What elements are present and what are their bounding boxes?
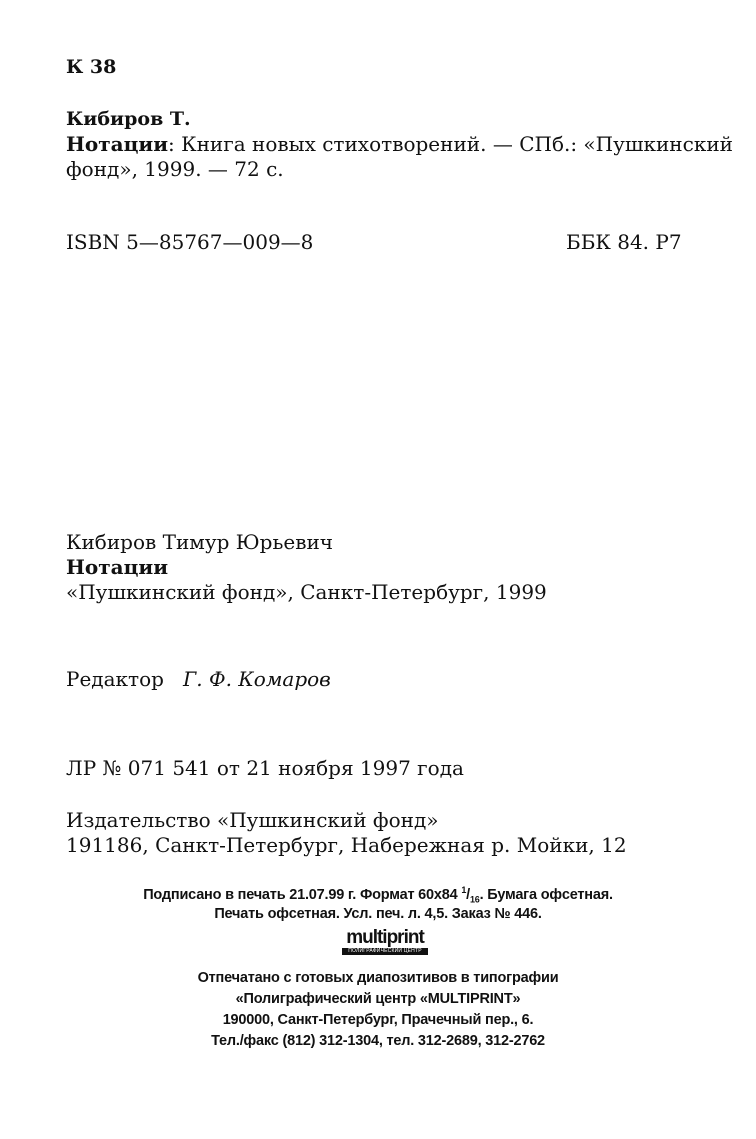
format-fraction-den: 16 bbox=[470, 894, 480, 905]
editor-line bbox=[66, 667, 331, 691]
bbk: ББК 84. Р7 bbox=[566, 230, 682, 254]
print-info-paper: . Бумага офсетная. bbox=[479, 886, 613, 903]
author-full: Кибиров Тимур Юрьевич bbox=[66, 530, 334, 554]
print-info-line-1: Подписано в печать 21.07.99 г. Формат 60х84 $^1/_{16}$. Бумага офсетная. bbox=[143, 885, 613, 905]
publisher-name: Издательство «Пушкинский фонд» bbox=[66, 808, 439, 832]
logo-tagline: ПОЛИГРАФИЧЕСКИЙ ЦЕНТР bbox=[342, 948, 428, 955]
printer-line-1: Отпечатано с готовых диапозитивов в типографии bbox=[197, 970, 559, 986]
title-repeat: Нотации bbox=[66, 555, 169, 579]
print-info-line-2: Печать офсетная. Усл. печ. л. 4,5. Заказ № 446. bbox=[214, 906, 542, 922]
printer-line-4: Тел./факс (812) 312-1304, тел. 312-2689, 312-2762 bbox=[211, 1033, 545, 1049]
author-short: Кибиров Т. bbox=[66, 108, 191, 130]
logo-word: multiprint bbox=[346, 927, 424, 948]
license-number: ЛР № 071 541 от 21 ноября 1997 года bbox=[66, 756, 464, 780]
description-line-2: фонд», 1999. — 72 с. bbox=[66, 157, 284, 181]
multiprint-logo bbox=[338, 928, 432, 958]
title-bold: Нотации bbox=[66, 132, 169, 156]
editor-label: Редактор bbox=[66, 667, 164, 691]
editor-name: Г. Ф. Комаров bbox=[183, 667, 331, 691]
format-fraction-num: 1 bbox=[461, 885, 467, 895]
classification-code: К 38 bbox=[66, 56, 117, 78]
printer-line-3: 190000, Санкт-Петербург, Прачечный пер., 6. bbox=[222, 1012, 534, 1028]
publisher-address: 191186, Санкт-Петербург, Набережная р. Мойки, 12 bbox=[66, 833, 627, 857]
printer-line-2: «Полиграфический центр «MULTIPRINT» bbox=[235, 991, 521, 1007]
description-line-1 bbox=[66, 132, 733, 156]
description-rest: : Книга новых стихотворений. — СПб.: «Пушкинский bbox=[168, 132, 733, 156]
isbn: ISBN 5—85767—009—8 bbox=[66, 230, 314, 254]
print-info-format: Подписано в печать 21.07.99 г. Формат 60х84 bbox=[143, 886, 458, 903]
publisher-line: «Пушкинский фонд», Санкт-Петербург, 1999 bbox=[66, 580, 547, 604]
